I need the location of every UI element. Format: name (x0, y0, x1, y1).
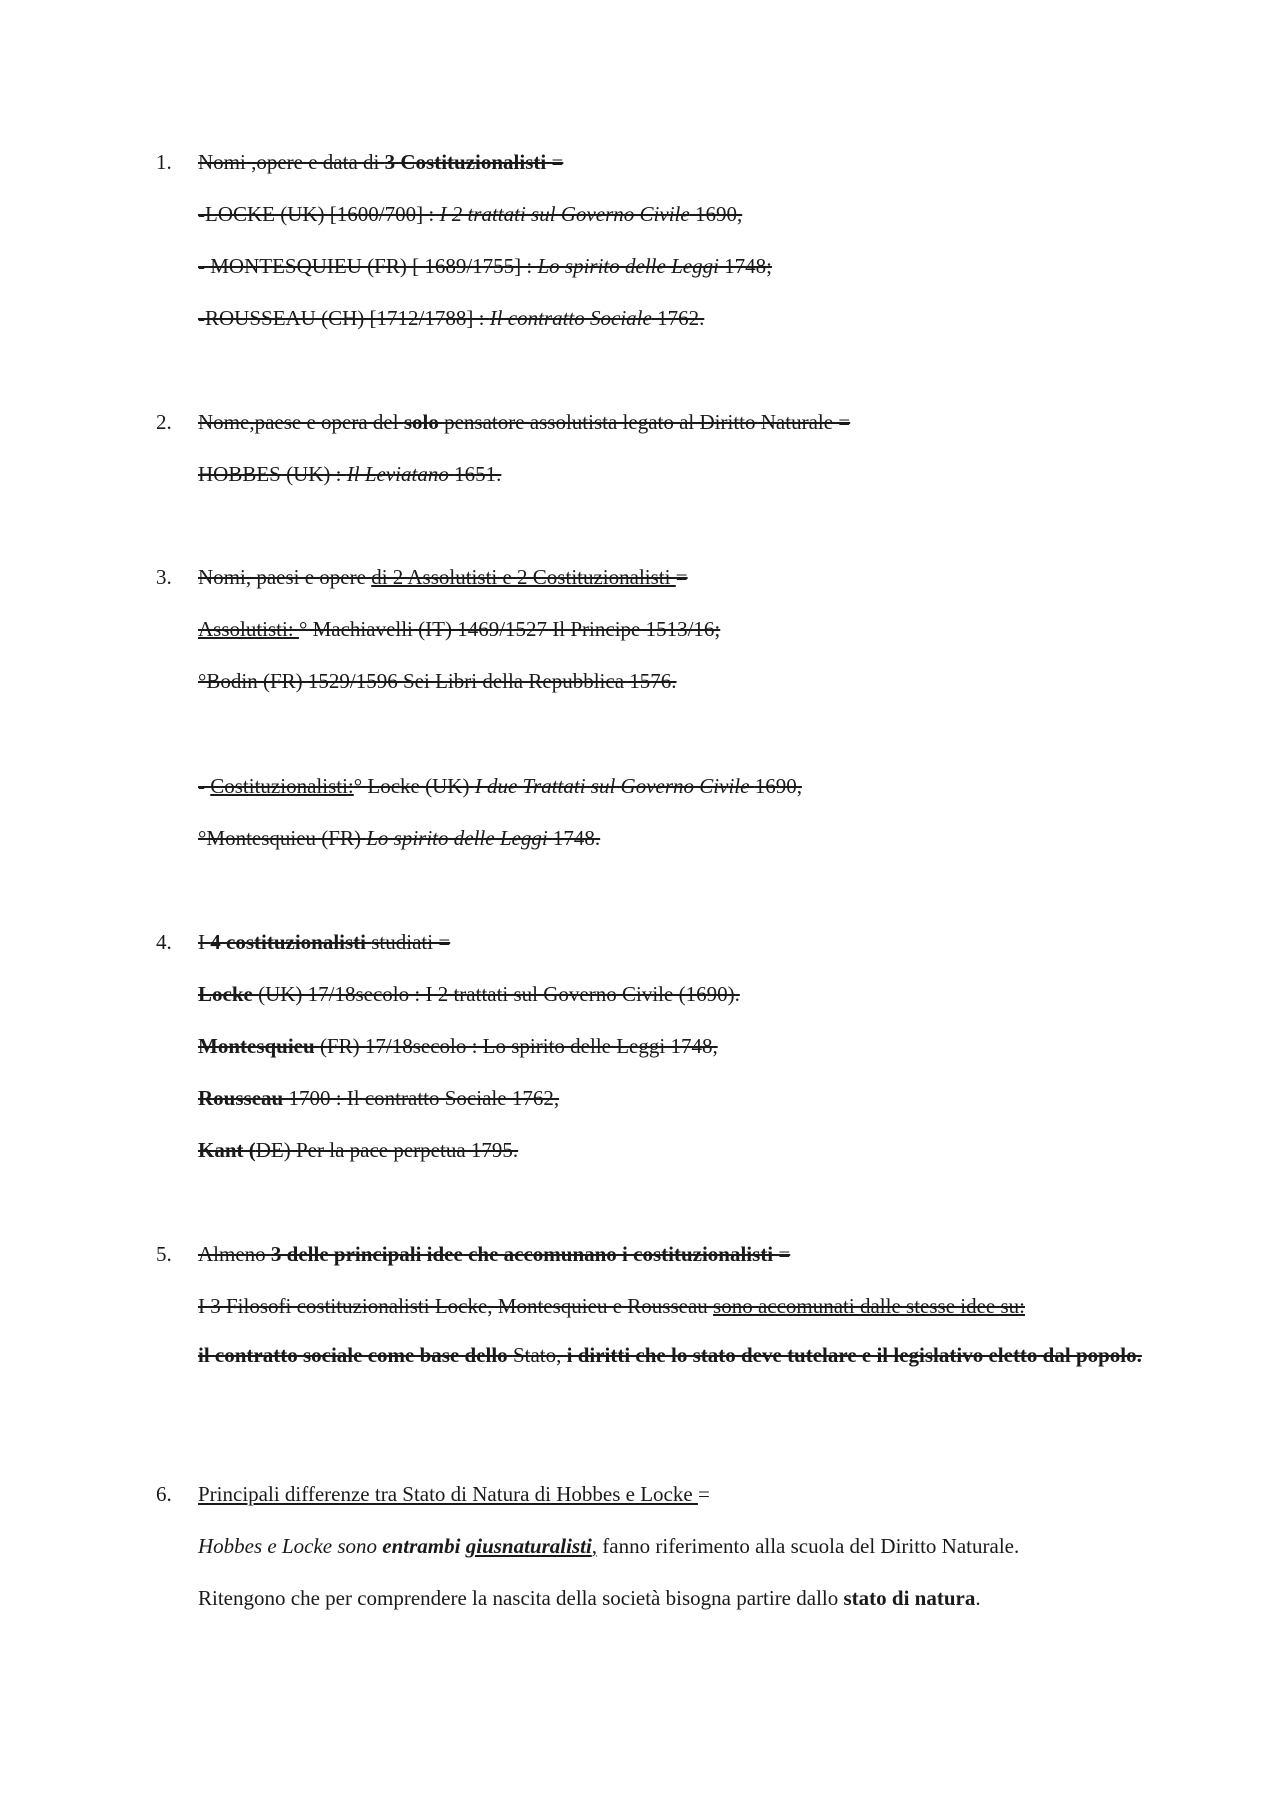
item-line: il contratto sociale come base dello Stato, i diritti che lo stato deve tutelare e il legislativo eletto dal popolo. (198, 1343, 1142, 1367)
item-line: -ROUSSEAU (CH) [1712/1788] : Il contratto Sociale 1762. (198, 306, 705, 330)
item-line: Rousseau 1700 : Il contratto Sociale 1762, (198, 1086, 560, 1110)
item-title: Principali differenze tra Stato di Natura di Hobbes e Locke = (198, 1482, 710, 1506)
item-line: °Bodin (FR) 1529/1596 Sei Libri della Repubblica 1576. (198, 669, 677, 693)
item-line: Hobbes e Locke sono entrambi giusnaturalisti, fanno riferimento alla scuola del Diritto Naturale. (198, 1534, 1020, 1558)
item-title: Nome,paese e opera del solo pensatore assolutista legato al Diritto Naturale = (198, 410, 851, 434)
item-line: - Costituzionalisti:° Locke (UK) I due Trattati sul Governo Civile 1690, (198, 774, 802, 798)
item-title: I 4 costituzionalisti studiati = (198, 930, 451, 954)
item-line: °Montesquieu (FR) Lo spirito delle Leggi 1748. (198, 826, 601, 850)
item-title: Nomi, paesi e opere di 2 Assolutisti e 2 Costituzionalisti = (198, 565, 688, 589)
item-number: 2. (156, 410, 172, 434)
item-line: HOBBES (UK) : Il Leviatano 1651. (198, 462, 502, 486)
item-number: 4. (156, 930, 172, 954)
item-line: Kant (DE) Per la pace perpetua 1795. (198, 1138, 519, 1162)
item-line: Assolutisti: ° Machiavelli (IT) 1469/1527 Il Principe 1513/16; (198, 617, 721, 641)
item-line: Ritengono che per comprendere la nascita della società bisogna partire dallo stato di natura. (198, 1586, 981, 1610)
item-line: Montesquieu (FR) 17/18secolo : Lo spirito delle Leggi 1748, (198, 1034, 718, 1058)
item-line: - MONTESQUIEU (FR) [ 1689/1755] : Lo spirito delle Leggi 1748; (198, 254, 773, 278)
item-line: Locke (UK) 17/18secolo : I 2 trattati sul Governo Civile (1690). (198, 982, 740, 1006)
item-number: 5. (156, 1242, 172, 1266)
item-number: 6. (156, 1482, 172, 1506)
item-title: Nomi ,opere e data di 3 Costituzionalisti = (198, 150, 564, 174)
item-line: -LOCKE (UK) [1600/700] : I 2 trattati sul Governo Civile 1690, (198, 202, 743, 226)
item-number: 3. (156, 565, 172, 589)
item-number: 1. (156, 150, 172, 174)
item-title: Almeno 3 delle principali idee che accomunano i costituzionalisti = (198, 1242, 791, 1266)
item-line: I 3 Filosofi costituzionalisti Locke, Montesquieu e Rousseau sono accomunati dalle stesse idee su: (198, 1294, 1026, 1318)
